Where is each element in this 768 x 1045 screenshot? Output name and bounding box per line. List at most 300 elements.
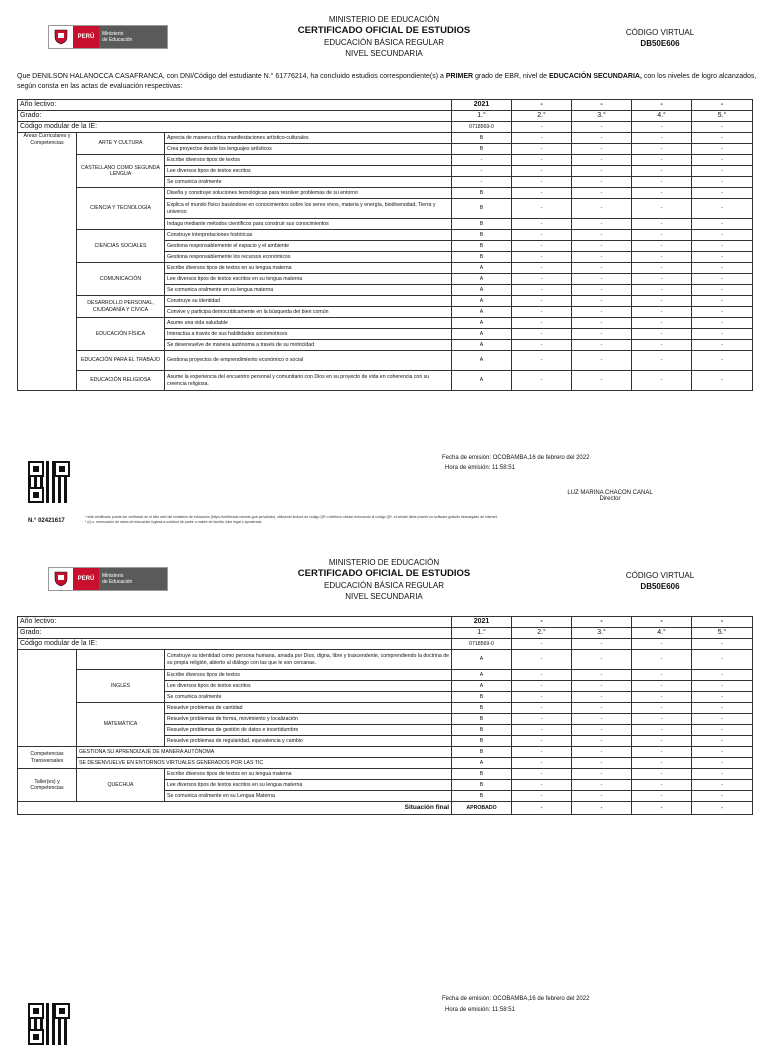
code-cell: 0718569-0 <box>452 639 512 650</box>
education-type: EDUCACIÓN BÁSICA REGULAR <box>323 38 445 47</box>
grade-value: - <box>692 692 753 703</box>
grade-value: A <box>452 351 512 371</box>
grade-value: A <box>452 758 512 769</box>
grade-value: B <box>452 144 512 155</box>
grade-value: - <box>572 219 632 230</box>
grade-value: A <box>452 650 512 670</box>
competency-name: Asume la experiencia del encuentro personal y comunitario con Dios en su proyecto de vida en coherencia con su creencia religiosa. <box>165 371 452 391</box>
grade-value: - <box>572 769 632 780</box>
grade-value: - <box>692 263 753 274</box>
competency-name: Se comunica oralmente <box>165 692 452 703</box>
grade-value: - <box>572 230 632 241</box>
grade-value: - <box>632 318 692 329</box>
competency-name: Se comunica oralmente en su lengua materna <box>165 285 452 296</box>
grade-value: A <box>452 318 512 329</box>
grade-value: - <box>512 329 572 340</box>
grade-value: - <box>632 241 692 252</box>
issue-time-page2 <box>445 1007 515 1013</box>
issue-time-value: 11:58:51 <box>492 1007 515 1013</box>
area-name: MATEMÁTICA <box>77 703 165 747</box>
year-cell: - <box>512 100 572 111</box>
grades-table-page2 <box>17 616 753 815</box>
area-name: CIENCIAS SOCIALES <box>77 230 165 263</box>
grade-value: - <box>692 329 753 340</box>
virtual-code-box <box>600 27 720 49</box>
competency-name: Escribe diversos tipos de textos <box>165 670 452 681</box>
competency-name: Se comunica oralmente en su Lengua Materna <box>165 791 452 802</box>
code-cell: - <box>632 639 692 650</box>
competency-name: Construye su identidad como persona humana, amada por Dios, digna, libre y trascendente, comprendiendo la doctrina de su propia religión, abierto al diálogo con las que le son cercanas. <box>165 650 452 670</box>
qr-code-icon-page2 <box>28 1003 70 1045</box>
grade-value: - <box>512 166 572 177</box>
grade-value: - <box>512 747 572 758</box>
footer-note-1: * este certificado puede ser verificado en el sitio web del ministerio de educación (https://certificado.minedu.gob.pe/validar), utilizando lectora de código QR o teléfono celular enfocando al código QR. el celular debe poseer un software gratuito descargado de internet. <box>85 515 498 519</box>
grade-value: - <box>692 155 753 166</box>
code-cell: - <box>692 639 753 650</box>
grade-value: - <box>692 188 753 199</box>
grade-value: - <box>692 703 753 714</box>
grade-value: A <box>452 681 512 692</box>
grade-value: A <box>452 340 512 351</box>
grade-cell: 3.° <box>572 628 632 639</box>
competency-name: Indaga mediante métodos científicos para construir sus conocimientos <box>165 219 452 230</box>
competency-name: Lee diversos tipos de textos escritos <box>165 166 452 177</box>
grade-cell: 2.° <box>512 628 572 639</box>
competency-name: Gestiona proyectos de emprendimiento económico o social <box>165 351 452 371</box>
grade-value: - <box>572 780 632 791</box>
final-situation-value: - <box>512 802 572 815</box>
competency-name: Escribe diversos tipos de textos en su lengua materna <box>165 263 452 274</box>
grade-value: - <box>692 274 753 285</box>
code-cell: - <box>572 639 632 650</box>
competency-row <box>18 351 753 371</box>
minedu-logo <box>48 25 168 49</box>
ministry-label-2: de Educación <box>102 579 133 585</box>
grade-value: - <box>632 769 692 780</box>
year-cell: - <box>632 100 692 111</box>
transversal-label: Competencias Transversales <box>18 747 77 769</box>
issue-date-value: OCOBAMBA,16 de febrero del 2022 <box>492 455 590 461</box>
transversal-competency: GESTIONA SU APRENDIZAJE DE MANERA AUTÓNOMA <box>77 747 452 758</box>
competency-name: Lee diversos tipos de textos escritos en su lengua materna <box>165 780 452 791</box>
virtual-code-label: CÓDIGO VIRTUAL <box>625 28 695 37</box>
certificate-title: CERTIFICADO OFICIAL DE ESTUDIOS <box>297 568 471 579</box>
grade-value: - <box>572 155 632 166</box>
code-cell: 0718569-0 <box>452 122 512 133</box>
competency-row <box>18 670 753 681</box>
grade-value: - <box>512 230 572 241</box>
competency-name: Lee diversos tipos de textos escritos <box>165 681 452 692</box>
grade-value: - <box>692 285 753 296</box>
grade-value: - <box>572 133 632 144</box>
year-cell: - <box>572 100 632 111</box>
grade-value: - <box>692 650 753 670</box>
competency-name: Resuelve problemas de gestión de datos e incertidumbre <box>165 725 452 736</box>
grade-value: - <box>452 166 512 177</box>
grade-value: - <box>632 725 692 736</box>
grade-value: B <box>452 736 512 747</box>
competency-row <box>18 371 753 391</box>
final-situation-value: - <box>692 802 753 815</box>
qr-code-icon <box>28 461 70 503</box>
issue-time <box>445 465 515 471</box>
issue-date-label: Fecha de emisión: <box>442 996 492 1002</box>
issue-date-page2 <box>442 996 589 1002</box>
grade-value: - <box>632 133 692 144</box>
grade-value: - <box>512 714 572 725</box>
grade-value: - <box>572 241 632 252</box>
grade-value: - <box>512 703 572 714</box>
grade-value: - <box>572 650 632 670</box>
competency-name: Crea proyectos desde los lenguajes artísticos <box>165 144 452 155</box>
grade-cell: 2.° <box>512 111 572 122</box>
grade-value: - <box>512 241 572 252</box>
grade-value: A <box>452 670 512 681</box>
grade-value: - <box>632 263 692 274</box>
grade-value: - <box>512 252 572 263</box>
virtual-code-box-page2 <box>600 570 720 592</box>
grade-value: - <box>692 133 753 144</box>
area-name: EDUCACIÓN FÍSICA <box>77 318 165 351</box>
virtual-code-label: CÓDIGO VIRTUAL <box>625 571 695 580</box>
year-cell: - <box>512 617 572 628</box>
grade-value: - <box>692 307 753 318</box>
issue-date <box>442 455 589 461</box>
grade-value: - <box>512 769 572 780</box>
grade-value: - <box>452 177 512 188</box>
grade-value: - <box>632 670 692 681</box>
grade-value: - <box>572 791 632 802</box>
code-label: Código modular de la IE: <box>18 639 452 650</box>
grade-value: - <box>512 199 572 219</box>
competency-row <box>18 650 753 670</box>
grade-value: - <box>692 758 753 769</box>
grade-label: Grado: <box>18 111 452 122</box>
section-label <box>18 650 77 747</box>
intro-grade: PRIMER <box>445 73 474 80</box>
grade-value: - <box>632 166 692 177</box>
grade-value: - <box>572 329 632 340</box>
competency-row <box>18 318 753 329</box>
grade-value: - <box>692 725 753 736</box>
competency-name: Gestiona responsablemente el espacio y el ambiente <box>165 241 452 252</box>
grade-value: - <box>632 274 692 285</box>
education-type: EDUCACIÓN BÁSICA REGULAR <box>323 581 445 590</box>
competency-row <box>18 263 753 274</box>
grade-value: - <box>632 188 692 199</box>
taller-label: Taller(es) y Competencias <box>18 769 77 802</box>
area-name: CIENCIA Y TECNOLOGÍA <box>77 188 165 230</box>
grade-value: - <box>512 650 572 670</box>
code-cell: - <box>512 122 572 133</box>
grade-value: - <box>512 725 572 736</box>
grade-value: - <box>632 285 692 296</box>
grade-value: B <box>452 780 512 791</box>
grade-cell: 1.° <box>452 111 512 122</box>
grade-value: - <box>572 177 632 188</box>
intro-text-3: con los niveles de logro alcanzados, según consta en las actas de evaluación respectivas: <box>17 73 757 90</box>
year-cell: - <box>692 617 753 628</box>
grade-value: - <box>512 274 572 285</box>
grade-value: - <box>632 307 692 318</box>
grade-value: - <box>512 670 572 681</box>
grades-table-page1 <box>17 99 753 391</box>
grade-value: - <box>632 714 692 725</box>
competency-row <box>18 296 753 307</box>
peru-label: PERÚ <box>73 568 99 590</box>
competency-name: Resuelve problemas de cantidad <box>165 703 452 714</box>
competency-row <box>18 703 753 714</box>
code-cell: - <box>512 639 572 650</box>
area-name: COMUNICACIÓN <box>77 263 165 296</box>
grade-value: A <box>452 285 512 296</box>
director-block <box>520 490 700 502</box>
grade-value: - <box>512 692 572 703</box>
year-label: Año lectivo: <box>18 617 452 628</box>
grade-value: - <box>632 219 692 230</box>
grade-cell: 3.° <box>572 111 632 122</box>
grade-value: - <box>512 318 572 329</box>
competency-name: Convive y participa democráticamente en la búsqueda del bien común <box>165 307 452 318</box>
grade-value: - <box>632 758 692 769</box>
area-name: CASTELLANO COMO SEGUNDA LENGUA <box>77 155 165 188</box>
year-cell: 2021 <box>452 100 512 111</box>
grade-value: - <box>632 252 692 263</box>
grade-value: - <box>632 681 692 692</box>
competency-row <box>18 230 753 241</box>
grade-value: - <box>512 681 572 692</box>
peru-shield-icon <box>49 568 73 590</box>
final-situation-label: Situación final <box>18 802 452 815</box>
grade-value: - <box>692 736 753 747</box>
grade-value: - <box>632 144 692 155</box>
peru-label: PERÚ <box>73 26 99 48</box>
grade-cell: 1.° <box>452 628 512 639</box>
education-level: NIVEL SECUNDARIA <box>345 49 423 58</box>
transversal-competency: SE DESENVUELVE EN ENTORNOS VIRTUALES GENERADOS POR LAS TIC <box>77 758 452 769</box>
competency-name: Diseña y construye soluciones tecnológicas para resolver problemas de su entorno <box>165 188 452 199</box>
grade-value: - <box>512 177 572 188</box>
competency-name: Se comunica oralmente <box>165 177 452 188</box>
grade-value: B <box>452 725 512 736</box>
competency-name: Resuelve problemas de forma, movimiento y localización <box>165 714 452 725</box>
grade-value: B <box>452 692 512 703</box>
code-cell: - <box>572 122 632 133</box>
peru-shield-icon <box>49 26 73 48</box>
ministry-title: MINISTERIO DE EDUCACIÓN <box>328 15 440 24</box>
grade-value: - <box>572 351 632 371</box>
area-name <box>77 650 165 670</box>
intro-text-1: Que DENILSON HALANOCCA CASAFRANCA, con DNI/Código del estudiante N.° 61776214, ha concluido estudios correspondiente(s) a <box>17 73 446 80</box>
grade-value: - <box>572 144 632 155</box>
year-row <box>18 100 753 111</box>
grade-value: - <box>572 307 632 318</box>
competency-row <box>18 155 753 166</box>
intro-level: EDUCACIÓN SECUNDARIA, <box>548 73 642 80</box>
grade-value: - <box>632 703 692 714</box>
code-cell: - <box>692 122 753 133</box>
grade-value: - <box>572 199 632 219</box>
grade-value: - <box>572 296 632 307</box>
transversal-row <box>18 747 753 758</box>
grade-row <box>18 628 753 639</box>
code-cell: - <box>632 122 692 133</box>
footer-notes <box>85 515 725 524</box>
grade-value: - <box>692 351 753 371</box>
competency-name: Se desenvuelve de manera autónoma a través de su motricidad <box>165 340 452 351</box>
grade-value: - <box>692 241 753 252</box>
grade-value: - <box>572 692 632 703</box>
grade-value: B <box>452 703 512 714</box>
competency-name: Construye su identidad <box>165 296 452 307</box>
certificate-number: N.° 02421617 <box>28 518 65 524</box>
grade-value: - <box>512 371 572 391</box>
year-cell: - <box>692 100 753 111</box>
final-situation-value: - <box>632 802 692 815</box>
grade-value: - <box>632 736 692 747</box>
grade-value: - <box>692 318 753 329</box>
grade-value: - <box>692 791 753 802</box>
grade-value: - <box>512 351 572 371</box>
competency-name: Aprecia de manera crítica manifestaciones artístico-culturales <box>165 133 452 144</box>
year-label: Año lectivo: <box>18 100 452 111</box>
issue-date-label: Fecha de emisión: <box>442 455 492 461</box>
grade-value: - <box>632 371 692 391</box>
grade-value: - <box>632 747 692 758</box>
grade-value: - <box>692 371 753 391</box>
competency-name: Construye interpretaciones históricas <box>165 230 452 241</box>
grade-value: B <box>452 188 512 199</box>
grade-value: - <box>692 670 753 681</box>
grade-value: - <box>692 681 753 692</box>
year-cell: - <box>572 617 632 628</box>
issue-time-value: 11:58:51 <box>492 465 515 471</box>
competency-name: Lee diversos tipos de textos escritos en su lengua materna <box>165 274 452 285</box>
grade-value: - <box>632 791 692 802</box>
grade-value: - <box>572 703 632 714</box>
grade-value: - <box>572 736 632 747</box>
grade-value: - <box>572 340 632 351</box>
grade-value: - <box>452 155 512 166</box>
virtual-code-value: DB50E606 <box>640 582 680 591</box>
grade-value: - <box>512 791 572 802</box>
grade-value: B <box>452 199 512 219</box>
grade-value: B <box>452 133 512 144</box>
intro-paragraph <box>17 72 757 92</box>
grade-value: - <box>692 747 753 758</box>
final-situation-value: APROBADO <box>452 802 512 815</box>
grade-row <box>18 111 753 122</box>
grade-value: - <box>512 133 572 144</box>
issue-date-value: OCOBAMBA,16 de febrero del 2022 <box>492 996 590 1002</box>
grade-value: A <box>452 296 512 307</box>
grade-value: - <box>572 318 632 329</box>
issue-time-label: Hora de emisión: <box>445 1007 491 1013</box>
grade-value: - <box>572 252 632 263</box>
competency-row <box>18 133 753 144</box>
year-cell: 2021 <box>452 617 512 628</box>
grade-value: - <box>572 725 632 736</box>
grade-value: - <box>632 340 692 351</box>
grade-value: - <box>572 188 632 199</box>
issue-time-label: Hora de emisión: <box>445 465 491 471</box>
area-name: EDUCACIÓN RELIGIOSA <box>77 371 165 391</box>
area-name: INGLÉS <box>77 670 165 703</box>
grade-value: - <box>512 155 572 166</box>
grade-value: B <box>452 769 512 780</box>
grade-value: B <box>452 747 512 758</box>
grade-value: B <box>452 252 512 263</box>
year-row <box>18 617 753 628</box>
grade-value: - <box>572 747 632 758</box>
grade-value: - <box>512 285 572 296</box>
grade-value: - <box>632 177 692 188</box>
grade-value: - <box>692 144 753 155</box>
grade-value: - <box>692 769 753 780</box>
year-cell: - <box>632 617 692 628</box>
grade-value: - <box>572 263 632 274</box>
area-name: EDUCACIÓN PARA EL TRABAJO <box>77 351 165 371</box>
competency-row <box>18 188 753 199</box>
grade-value: - <box>692 219 753 230</box>
grade-value: - <box>692 252 753 263</box>
grade-cell: 4.° <box>632 628 692 639</box>
area-name: DESARROLLO PERSONAL, CIUDADANÍA Y CÍVICA <box>77 296 165 318</box>
grade-value: - <box>572 166 632 177</box>
competency-name: Explica el mundo físico basándose en conocimientos sobre los seres vivos, materia y energía, biodiversidad, Tierra y universo <box>165 199 452 219</box>
minedu-logo-page2 <box>48 567 168 591</box>
grade-value: - <box>512 307 572 318</box>
code-row <box>18 639 753 650</box>
grade-value: - <box>572 714 632 725</box>
grade-value: - <box>692 780 753 791</box>
grade-value: - <box>632 230 692 241</box>
certificate-header-page2 <box>234 557 534 602</box>
ministry-title: MINISTERIO DE EDUCACIÓN <box>328 558 440 567</box>
certificate-header <box>234 14 534 59</box>
ministry-label-1: Ministerio <box>102 31 124 37</box>
area-name: ARTE Y CULTURA <box>77 133 165 155</box>
final-situation-value: - <box>572 802 632 815</box>
grade-value: - <box>512 780 572 791</box>
ministry-label-2: de Educación <box>102 37 133 43</box>
grade-cell: 5.° <box>692 111 753 122</box>
grade-label: Grado: <box>18 628 452 639</box>
education-level: NIVEL SECUNDARIA <box>345 592 423 601</box>
grade-value: - <box>512 188 572 199</box>
virtual-code-value: DB50E606 <box>640 39 680 48</box>
grade-value: - <box>692 230 753 241</box>
grade-value: - <box>572 681 632 692</box>
grade-value: A <box>452 371 512 391</box>
grade-value: - <box>632 199 692 219</box>
certificate-title: CERTIFICADO OFICIAL DE ESTUDIOS <box>297 25 471 36</box>
competency-row <box>18 769 753 780</box>
grade-cell: 5.° <box>692 628 753 639</box>
grade-value: B <box>452 230 512 241</box>
competency-name: Gestiona responsablemente los recursos económicos <box>165 252 452 263</box>
grade-value: - <box>572 274 632 285</box>
grade-value: A <box>452 329 512 340</box>
grade-value: B <box>452 714 512 725</box>
grade-value: A <box>452 307 512 318</box>
grade-value: - <box>632 329 692 340</box>
competency-name: Interactúa a través de sus habilidades sociomotrices <box>165 329 452 340</box>
grade-value: - <box>512 144 572 155</box>
grade-value: - <box>572 758 632 769</box>
grade-value: - <box>632 296 692 307</box>
grade-value: - <box>692 166 753 177</box>
